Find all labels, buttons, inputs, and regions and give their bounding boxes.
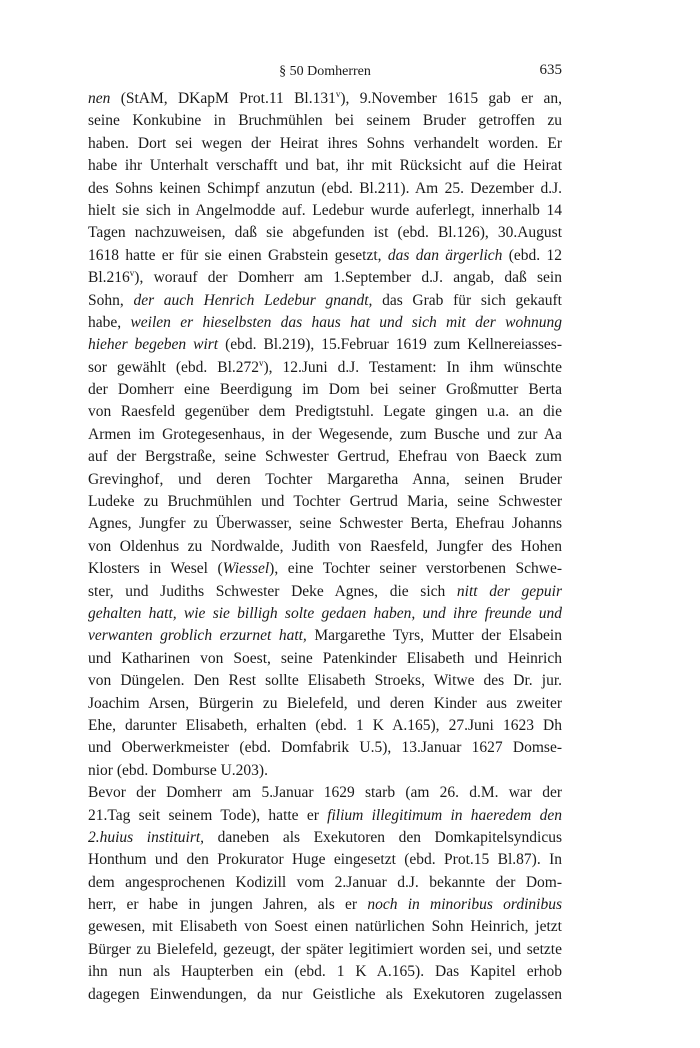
text-line bbox=[88, 245, 562, 267]
italic-quote: 2.huius instituirt, bbox=[88, 828, 205, 846]
text-line bbox=[88, 693, 562, 715]
text-line bbox=[88, 737, 562, 759]
superscript: v bbox=[335, 88, 341, 99]
text-line bbox=[88, 894, 562, 916]
text-line bbox=[88, 357, 562, 379]
text-run: ), 12.Juni d.J. Testament: In ihm wünschte bbox=[263, 358, 562, 376]
text-line bbox=[88, 984, 562, 1006]
body-text bbox=[88, 88, 562, 1006]
text-line bbox=[88, 670, 562, 692]
text-run: Bl.216 bbox=[88, 269, 130, 287]
text-run: Armen im Grotegesenhaus, in der Wegesende, zum Busche und zur Aa bbox=[88, 425, 562, 443]
text-line bbox=[88, 782, 562, 804]
text-run: des Sohns keinen Schimpf anzutun (ebd. Bl.211). Am 25. Dezember d.J. bbox=[88, 179, 562, 197]
text-line bbox=[88, 625, 562, 647]
page-header bbox=[88, 64, 562, 84]
text-line bbox=[88, 939, 562, 961]
text-line bbox=[88, 446, 562, 468]
text-line bbox=[88, 872, 562, 894]
text-line bbox=[88, 581, 562, 603]
text-line bbox=[88, 88, 562, 110]
italic-quote: Wiessel bbox=[222, 560, 270, 578]
italic-quote: gehalten hatt, wie sie billigh solte gedaen haben, und ihre freunde und bbox=[88, 604, 562, 622]
text-line bbox=[88, 334, 562, 356]
text-run: von Düngelen. Den Rest sollte Elisabeth Stroeks, Witwe des Dr. jur. bbox=[88, 672, 562, 690]
text-run: und Katharinen von Soest, seine Patenkinder Elisabeth und Heinrich bbox=[88, 649, 562, 667]
text-line bbox=[88, 424, 562, 446]
italic-quote: nitt der gepuir bbox=[456, 582, 562, 600]
text-line bbox=[88, 379, 562, 401]
text-line bbox=[88, 558, 562, 580]
text-line bbox=[88, 110, 562, 132]
text-run: nior (ebd. Domburse U.203). bbox=[88, 761, 268, 779]
text-run: habe ihr Unterhalt verschafft und bat, ihr mit Rücksicht auf die Heirat bbox=[88, 157, 562, 175]
text-run: von Raesfeld gegenüber dem Predigtstuhl. Legate gingen u.a. an die bbox=[88, 403, 562, 421]
text-run: ), eine Tochter seiner verstorbenen Schwe- bbox=[269, 560, 562, 578]
text-run: Ludeke zu Bruchmühlen und Tochter Gertrud Maria, seine Schwester bbox=[88, 493, 562, 511]
text-run: habe, bbox=[88, 313, 131, 331]
text-line bbox=[88, 267, 562, 289]
text-line bbox=[88, 133, 562, 155]
text-line bbox=[88, 715, 562, 737]
text-run: Grevinghof, und deren Tochter Margaretha Anna, seinen Bruder bbox=[88, 470, 562, 488]
text-run: der Domherr eine Beerdigung im Dom bei seiner Großmutter Berta bbox=[88, 381, 562, 399]
text-run: Klosters in Wesel ( bbox=[88, 560, 223, 578]
text-line bbox=[88, 491, 562, 513]
italic-quote: hieher begeben wirt bbox=[88, 336, 219, 354]
superscript: v bbox=[259, 357, 264, 368]
text-run: ), 9.November 1615 gab er an, bbox=[340, 90, 562, 107]
text-line bbox=[88, 469, 562, 491]
text-run: ihn nun als Haupterben ein (ebd. 1 K A.165). Das Kapitel erhob bbox=[88, 963, 562, 981]
text-line bbox=[88, 760, 562, 782]
text-line bbox=[88, 916, 562, 938]
text-line bbox=[88, 536, 562, 558]
text-run: auf der Bergstraße, seine Schwester Gertrud, Ehefrau von Baeck zum bbox=[88, 448, 562, 466]
text-run: (ebd. 12 bbox=[502, 246, 562, 264]
text-run: dem angesprochenen Kodizill vom 2.Januar d.J. bekannte der Dom- bbox=[88, 873, 562, 891]
text-line bbox=[88, 603, 562, 625]
text-line bbox=[88, 222, 562, 244]
text-run: ster, und Judiths Schwester Deke Agnes, die sich bbox=[88, 582, 457, 600]
italic-quote: verwanten groblich erzurnet hatt, bbox=[88, 627, 307, 645]
text-run: von Oldenhus zu Nordwalde, Judith von Raesfeld, Jungfer des Hohen bbox=[88, 537, 562, 555]
italic-quote: der auch Henrich Ledebur gnandt, bbox=[133, 291, 373, 309]
text-run: Margarethe Tyrs, Mutter der Elsabein bbox=[306, 627, 562, 645]
text-line bbox=[88, 155, 562, 177]
running-head: § 50 Domherren bbox=[279, 64, 371, 79]
text-run: hielt sie sich in Angelmodde auf. Ledebur wurde auferlegt, innerhalb 14 bbox=[88, 201, 562, 219]
page-number: 635 bbox=[539, 62, 562, 78]
text-run: 1618 hatte er für sie einen Grabstein gesetzt, bbox=[88, 246, 388, 264]
text-run: seine Konkubine in Bruchmühlen bei seinem Bruder getroffen zu bbox=[88, 112, 562, 130]
text-line bbox=[88, 513, 562, 535]
text-run: (StAM, DKapM Prot.11 Bl.131 bbox=[110, 90, 336, 107]
italic-quote: noch in minoribus ordinibus bbox=[367, 896, 562, 914]
text-line bbox=[88, 961, 562, 983]
text-run: haben. Dort sei wegen der Heirat ihres Sohns verhandelt worden. Er bbox=[88, 134, 562, 152]
text-line bbox=[88, 401, 562, 423]
italic-quote: weilen er hieselbsten das haus hat und sich mit der wohnung bbox=[130, 313, 562, 331]
text-run: gewesen, mit Elisabeth von Soest einen natürlichen Sohn Heinrich, jetzt bbox=[88, 918, 562, 936]
text-run: ), worauf der Domherr am 1.September d.J. angab, daß sein bbox=[134, 269, 562, 287]
text-line bbox=[88, 200, 562, 222]
italic-quote: filium illegitimum in haeredem den bbox=[327, 806, 562, 824]
text-line bbox=[88, 805, 562, 827]
text-run: das Grab für sich gekauft bbox=[372, 291, 562, 309]
text-run: daneben als Exekutoren den Domkapitelsyndicus bbox=[204, 828, 562, 846]
text-run: Bürger zu Bielefeld, gezeugt, der später legitimiert worden sei, und setzte bbox=[88, 940, 562, 958]
italic-quote: das dan ärgerlich bbox=[387, 246, 503, 264]
text-run: Tagen nachzuweisen, daß sie abgefunden ist (ebd. Bl.126), 30.August bbox=[88, 224, 562, 242]
text-line bbox=[88, 178, 562, 200]
text-run: Ehe, darunter Elisabeth, erhalten (ebd. 1 K A.165), 27.Juni 1623 Dh bbox=[88, 716, 562, 734]
text-line bbox=[88, 312, 562, 334]
text-run: sor gewählt (ebd. Bl.272 bbox=[88, 358, 260, 376]
text-line bbox=[88, 290, 562, 312]
text-line bbox=[88, 827, 562, 849]
text-run: 21.Tag seit seinem Tode), hatte er bbox=[88, 806, 328, 824]
text-run: Sohn, bbox=[88, 291, 134, 309]
text-run: Joachim Arsen, Bürgerin zu Bielefeld, und deren Kinder aus zweiter bbox=[88, 694, 562, 712]
superscript: v bbox=[129, 267, 135, 278]
text-run: dagegen Einwendungen, da nur Geistliche als Exekutoren zugelassen bbox=[88, 985, 562, 1003]
text-run: (ebd. Bl.219), 15.Februar 1619 zum Kellnereiasses- bbox=[218, 336, 562, 354]
text-run: Honthum und den Prokurator Huge eingesetzt (ebd. Prot.15 Bl.87). In bbox=[88, 851, 562, 869]
text-run: Agnes, Jungfer zu Überwasser, seine Schwester Berta, Ehefrau Johanns bbox=[88, 515, 562, 533]
italic-quote: nen bbox=[88, 90, 111, 107]
text-run: herr, er habe in jungen Jahren, als er bbox=[88, 896, 368, 914]
text-line bbox=[88, 648, 562, 670]
text-run: und Oberwerkmeister (ebd. Domfabrik U.5), 13.Januar 1627 Domse- bbox=[88, 739, 562, 757]
text-run: Bevor der Domherr am 5.Januar 1629 starb (am 26. d.M. war der bbox=[88, 784, 562, 802]
text-line bbox=[88, 849, 562, 871]
